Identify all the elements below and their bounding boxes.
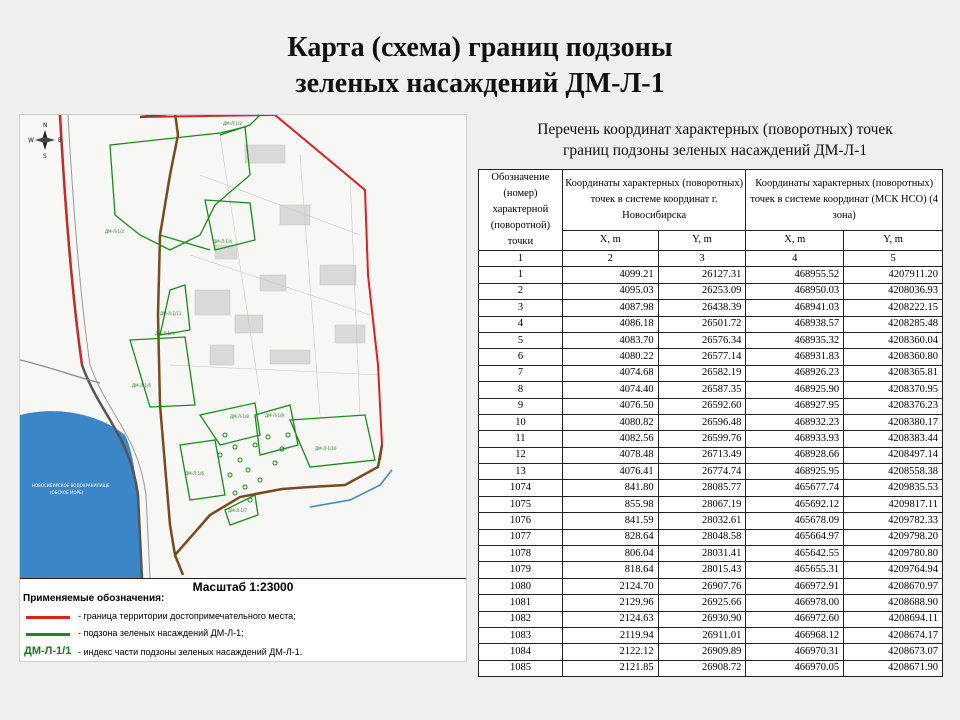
reservoir-label: НОВОСИБИРСКОЕ ВОДОХРАНИЛИЩЕ bbox=[32, 483, 110, 488]
cell-coordinate: 465642.55 bbox=[746, 546, 844, 562]
cell-point-id: 13 bbox=[479, 464, 563, 480]
cell-point-id: 1080 bbox=[479, 578, 563, 594]
cell-coordinate: 26592.60 bbox=[658, 398, 746, 414]
cell-coordinate: 4074.68 bbox=[562, 365, 658, 381]
table-row bbox=[479, 349, 943, 365]
cell-coordinate: 28048.58 bbox=[658, 529, 746, 545]
compass-n: N bbox=[43, 122, 48, 129]
cell-coordinate: 468925.90 bbox=[746, 382, 844, 398]
cell-point-id: 1 bbox=[479, 267, 563, 283]
cell-point-id: 1077 bbox=[479, 529, 563, 545]
cell-coordinate: 4208365.81 bbox=[844, 365, 943, 381]
zone-label: ДМ-Л-1/10 bbox=[315, 446, 337, 451]
cell-coordinate: 468931.83 bbox=[746, 349, 844, 365]
cell-point-id: 1084 bbox=[479, 644, 563, 660]
cell-point-id: 5 bbox=[479, 332, 563, 348]
zone-label: ДМ-Л-1/11 bbox=[160, 311, 182, 316]
col-number: 4 bbox=[746, 251, 844, 267]
cell-coordinate: 4074.40 bbox=[562, 382, 658, 398]
cell-point-id: 1082 bbox=[479, 611, 563, 627]
table-row bbox=[479, 513, 943, 529]
cell-coordinate: 468950.03 bbox=[746, 283, 844, 299]
cell-coordinate: 26909.89 bbox=[658, 644, 746, 660]
cell-coordinate: 468933.93 bbox=[746, 431, 844, 447]
cell-coordinate: 818.64 bbox=[562, 562, 658, 578]
cell-coordinate: 466978.00 bbox=[746, 595, 844, 611]
cell-coordinate: 26907.76 bbox=[658, 578, 746, 594]
cell-coordinate: 26596.48 bbox=[658, 414, 746, 430]
title-line-1: Карта (схема) границ подзоны bbox=[287, 32, 673, 63]
caption-line-1: Перечень координат характерных (поворотных) точек bbox=[537, 121, 893, 138]
cell-point-id: 12 bbox=[479, 447, 563, 463]
cell-coordinate: 4076.50 bbox=[562, 398, 658, 414]
col-number: 3 bbox=[658, 251, 746, 267]
legend-item-zone bbox=[20, 628, 466, 642]
col-header-x: X, m bbox=[562, 230, 658, 250]
cell-coordinate: 468935.32 bbox=[746, 332, 844, 348]
zone-label: ДМ-Л-1/7 bbox=[228, 508, 247, 513]
table-row bbox=[479, 562, 943, 578]
cell-coordinate: 4208497.14 bbox=[844, 447, 943, 463]
cell-coordinate: 4208558.38 bbox=[844, 464, 943, 480]
cell-coordinate: 4208670.97 bbox=[844, 578, 943, 594]
cell-coordinate: 2124.70 bbox=[562, 578, 658, 594]
cell-coordinate: 4083.70 bbox=[562, 332, 658, 348]
cell-coordinate: 2129.96 bbox=[562, 595, 658, 611]
cell-coordinate: 4208674.17 bbox=[844, 627, 943, 643]
cell-point-id: 1083 bbox=[479, 627, 563, 643]
cell-coordinate: 466970.05 bbox=[746, 660, 844, 676]
cell-coordinate: 468925.95 bbox=[746, 464, 844, 480]
cell-point-id: 1079 bbox=[479, 562, 563, 578]
cell-point-id: 6 bbox=[479, 349, 563, 365]
table-row bbox=[479, 464, 943, 480]
col-header-x: X, m bbox=[746, 230, 844, 250]
cell-coordinate: 4087.98 bbox=[562, 300, 658, 316]
col-header-y: Y, m bbox=[844, 230, 943, 250]
table-row bbox=[479, 627, 943, 643]
cell-coordinate: 4209764.94 bbox=[844, 562, 943, 578]
cell-coordinate: 466970.31 bbox=[746, 644, 844, 660]
cell-coordinate: 4208360.04 bbox=[844, 332, 943, 348]
svg-text:(ОБСКОЕ МОРЕ): (ОБСКОЕ МОРЕ) bbox=[50, 490, 84, 495]
table-caption bbox=[470, 119, 960, 161]
cell-coordinate: 2121.85 bbox=[562, 660, 658, 676]
zone-label: ДМ-Л-1/8 bbox=[230, 414, 249, 419]
cell-coordinate: 4099.21 bbox=[562, 267, 658, 283]
cell-coordinate: 4082.56 bbox=[562, 431, 658, 447]
cell-coordinate: 4207911.20 bbox=[844, 267, 943, 283]
cell-coordinate: 26587.35 bbox=[658, 382, 746, 398]
cell-coordinate: 468928.66 bbox=[746, 447, 844, 463]
table-row bbox=[479, 611, 943, 627]
cell-coordinate: 26577.14 bbox=[658, 349, 746, 365]
legend-label: - индекс части подзоны зеленых насаждений ДМ-Л-1. bbox=[78, 647, 303, 657]
cell-coordinate: 468927.95 bbox=[746, 398, 844, 414]
cell-coordinate: 468955.52 bbox=[746, 267, 844, 283]
cell-coordinate: 4076.41 bbox=[562, 464, 658, 480]
cell-point-id: 1085 bbox=[479, 660, 563, 676]
cell-coordinate: 28032.61 bbox=[658, 513, 746, 529]
cell-point-id: 1075 bbox=[479, 496, 563, 512]
cell-coordinate: 4208370.95 bbox=[844, 382, 943, 398]
col-number: 5 bbox=[844, 251, 943, 267]
cell-coordinate: 4086.18 bbox=[562, 316, 658, 332]
cell-coordinate: 468926.23 bbox=[746, 365, 844, 381]
cell-coordinate: 26438.39 bbox=[658, 300, 746, 316]
cell-coordinate: 26127.31 bbox=[658, 267, 746, 283]
cell-point-id: 9 bbox=[479, 398, 563, 414]
table-row bbox=[479, 316, 943, 332]
legend-index: ДМ-Л-1/1 bbox=[24, 645, 72, 657]
page-title bbox=[0, 30, 960, 102]
table-row bbox=[479, 431, 943, 447]
col-header-group-msk: Координаты характерных (поворотных) точек в системе координат (МСК НСО) (4 зона) bbox=[746, 170, 943, 231]
table-row bbox=[479, 578, 943, 594]
cell-point-id: 4 bbox=[479, 316, 563, 332]
cell-coordinate: 4209782.33 bbox=[844, 513, 943, 529]
table-row bbox=[479, 529, 943, 545]
cell-coordinate: 4208688.90 bbox=[844, 595, 943, 611]
cell-coordinate: 841.59 bbox=[562, 513, 658, 529]
cell-coordinate: 28067.19 bbox=[658, 496, 746, 512]
col-header-point: Обозначение (номер) характерной (поворотной) точки bbox=[479, 170, 563, 251]
cell-coordinate: 28085.77 bbox=[658, 480, 746, 496]
cell-point-id: 8 bbox=[479, 382, 563, 398]
cell-coordinate: 468932.23 bbox=[746, 414, 844, 430]
cell-coordinate: 2119.94 bbox=[562, 627, 658, 643]
zone-label: ДМ-Л-1/3 bbox=[105, 229, 124, 234]
cell-coordinate: 466968.12 bbox=[746, 627, 844, 643]
cell-coordinate: 4208383.44 bbox=[844, 431, 943, 447]
table-row bbox=[479, 595, 943, 611]
map-image[interactable] bbox=[20, 115, 466, 579]
cell-coordinate: 841.80 bbox=[562, 480, 658, 496]
cell-coordinate: 4078.48 bbox=[562, 447, 658, 463]
cell-point-id: 1074 bbox=[479, 480, 563, 496]
red-line-icon bbox=[26, 616, 70, 619]
cell-point-id: 11 bbox=[479, 431, 563, 447]
cell-coordinate: 465692.12 bbox=[746, 496, 844, 512]
cell-coordinate: 806.04 bbox=[562, 546, 658, 562]
cell-coordinate: 26713.49 bbox=[658, 447, 746, 463]
table-row bbox=[479, 398, 943, 414]
table-row bbox=[479, 480, 943, 496]
caption-line-2: границ подзоны зеленых насаждений ДМ-Л-1 bbox=[562, 142, 868, 159]
cell-coordinate: 26930.90 bbox=[658, 611, 746, 627]
cell-coordinate: 4080.82 bbox=[562, 414, 658, 430]
table-row bbox=[479, 267, 943, 283]
cell-coordinate: 26908.72 bbox=[658, 660, 746, 676]
cell-point-id: 2 bbox=[479, 283, 563, 299]
title-line-2: зеленых насаждений ДМ-Л-1 bbox=[295, 68, 665, 99]
col-number: 1 bbox=[479, 251, 563, 267]
compass-s: S bbox=[43, 153, 47, 160]
cell-coordinate: 26253.09 bbox=[658, 283, 746, 299]
cell-coordinate: 26501.72 bbox=[658, 316, 746, 332]
table-row bbox=[479, 644, 943, 660]
zone-label: ДМ-Л-1/5 bbox=[132, 383, 151, 388]
legend-item-index bbox=[20, 647, 466, 661]
cell-coordinate: 465678.09 bbox=[746, 513, 844, 529]
legend-label: - подзона зеленых насаждений ДМ-Л-1; bbox=[78, 628, 244, 638]
cell-coordinate: 468941.03 bbox=[746, 300, 844, 316]
cell-coordinate: 4208671.90 bbox=[844, 660, 943, 676]
cell-coordinate: 465664.97 bbox=[746, 529, 844, 545]
table-row bbox=[479, 496, 943, 512]
cell-point-id: 7 bbox=[479, 365, 563, 381]
cell-coordinate: 4208285.48 bbox=[844, 316, 943, 332]
cell-coordinate: 4209780.80 bbox=[844, 546, 943, 562]
map-svg bbox=[20, 115, 466, 578]
table-body bbox=[479, 267, 943, 677]
table-row bbox=[479, 382, 943, 398]
legend-title: Применяемые обозначения: bbox=[23, 593, 165, 604]
cell-point-id: 1078 bbox=[479, 546, 563, 562]
legend-item-boundary bbox=[20, 611, 466, 625]
cell-point-id: 1076 bbox=[479, 513, 563, 529]
map-panel bbox=[19, 114, 467, 662]
cell-coordinate: 4208380.17 bbox=[844, 414, 943, 430]
cell-coordinate: 4208360.80 bbox=[844, 349, 943, 365]
cell-coordinate: 4209798.20 bbox=[844, 529, 943, 545]
cell-coordinate: 28015.43 bbox=[658, 562, 746, 578]
compass-w: W bbox=[28, 137, 34, 144]
table-row bbox=[479, 332, 943, 348]
table-row bbox=[479, 300, 943, 316]
cell-coordinate: 26774.74 bbox=[658, 464, 746, 480]
map-scale: Масштаб 1:23000 bbox=[192, 580, 294, 594]
cell-coordinate: 468938.57 bbox=[746, 316, 844, 332]
cell-coordinate: 465655.31 bbox=[746, 562, 844, 578]
cell-coordinate: 466972.60 bbox=[746, 611, 844, 627]
cell-point-id: 3 bbox=[479, 300, 563, 316]
cell-coordinate: 26911.01 bbox=[658, 627, 746, 643]
cell-coordinate: 26599.76 bbox=[658, 431, 746, 447]
cell-coordinate: 2124.63 bbox=[562, 611, 658, 627]
cell-coordinate: 465677.74 bbox=[746, 480, 844, 496]
table-row bbox=[479, 414, 943, 430]
cell-coordinate: 26576.34 bbox=[658, 332, 746, 348]
cell-coordinate: 4080.22 bbox=[562, 349, 658, 365]
table-row bbox=[479, 660, 943, 676]
table-row bbox=[479, 283, 943, 299]
cell-coordinate: 2122.12 bbox=[562, 644, 658, 660]
cell-point-id: 10 bbox=[479, 414, 563, 430]
zone-label: ДМ-Л-1/9 bbox=[265, 413, 284, 418]
green-line-icon bbox=[26, 633, 70, 636]
cell-coordinate: 828.64 bbox=[562, 529, 658, 545]
cell-coordinate: 4209817.11 bbox=[844, 496, 943, 512]
cell-coordinate: 4208694.11 bbox=[844, 611, 943, 627]
zone-label: ДМ-Л-1/6 bbox=[185, 471, 204, 476]
cell-coordinate: 4208222.15 bbox=[844, 300, 943, 316]
cell-coordinate: 4208036.93 bbox=[844, 283, 943, 299]
zone-label: ДМ-Л-1/4 bbox=[155, 331, 174, 336]
table-row bbox=[479, 447, 943, 463]
cell-coordinate: 466972.91 bbox=[746, 578, 844, 594]
cell-coordinate: 26582.19 bbox=[658, 365, 746, 381]
cell-coordinate: 26925.66 bbox=[658, 595, 746, 611]
cell-coordinate: 4208376.23 bbox=[844, 398, 943, 414]
cell-coordinate: 4095.03 bbox=[562, 283, 658, 299]
zone-label: ДМ-Л-1/4 bbox=[213, 239, 232, 244]
coordinates-table bbox=[478, 169, 943, 677]
compass-e: E bbox=[58, 137, 62, 144]
legend-label: - граница территории достопримечательного места; bbox=[78, 611, 296, 621]
cell-coordinate: 28031.41 bbox=[658, 546, 746, 562]
cell-coordinate: 4209835.53 bbox=[844, 480, 943, 496]
cell-coordinate: 855.98 bbox=[562, 496, 658, 512]
table-row bbox=[479, 365, 943, 381]
zone-label: ДМ-Л-1/2 bbox=[223, 121, 242, 126]
col-header-y: Y, m bbox=[658, 230, 746, 250]
cell-coordinate: 4208673.07 bbox=[844, 644, 943, 660]
col-number: 2 bbox=[562, 251, 658, 267]
cell-point-id: 1081 bbox=[479, 595, 563, 611]
table-row bbox=[479, 546, 943, 562]
col-header-group-nsk: Координаты характерных (поворотных) точек в системе координат г. Новосибирска bbox=[562, 170, 746, 231]
